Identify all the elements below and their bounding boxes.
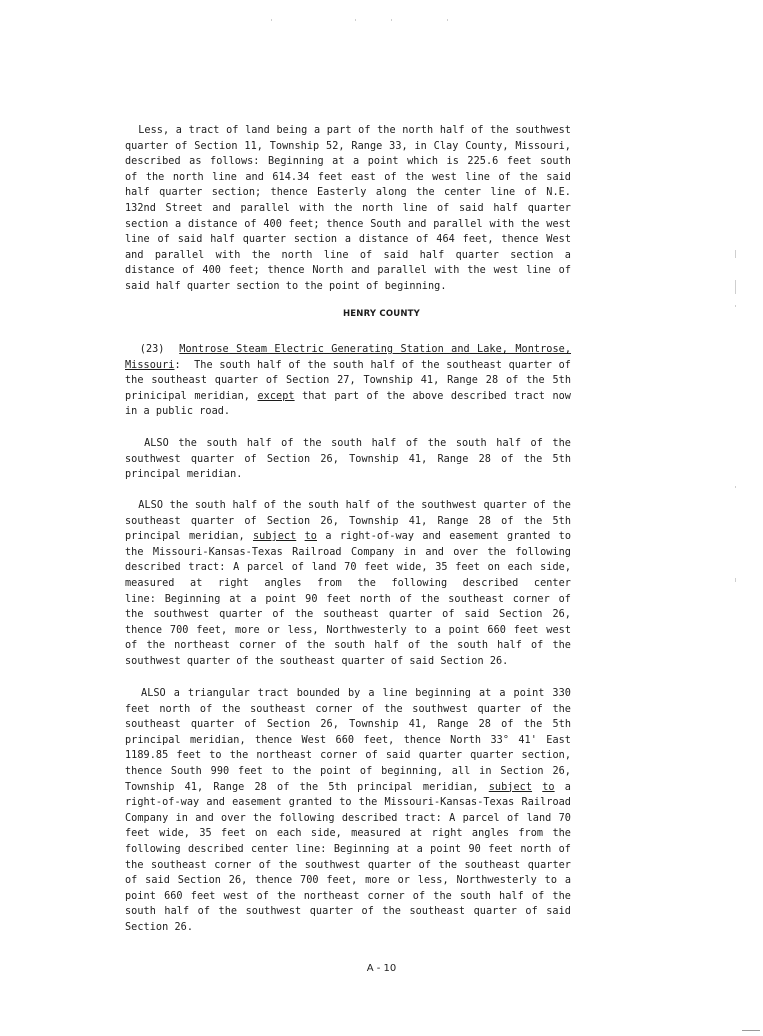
text-line: said half quarter section to the point of beginning. xyxy=(125,280,447,292)
text-line: southwest quarter of Section 26, Township 41, Range 28 of the 5th xyxy=(125,453,571,465)
text-line xyxy=(125,342,571,358)
text-line: Less, a tract of land being a part of the north half of the southwest xyxy=(125,125,571,136)
text-line: feet wide, 35 feet on each side, measured at right angles from the xyxy=(125,828,571,840)
text-line: right-of-way and easement granted to the Missouri-Kansas-Texas Railroad xyxy=(125,797,571,809)
text-line: ALSO the south half of the south half of the southwest quarter of the xyxy=(125,500,571,511)
paragraph-also-3 xyxy=(125,686,571,936)
scan-edge-mark xyxy=(742,1030,760,1031)
scan-speck xyxy=(735,486,736,488)
text-line: described as follows: Beginning at a point which is 225.6 feet south xyxy=(125,156,571,168)
scan-speck xyxy=(735,280,736,294)
text-line: of the northeast corner of the south half of the south half of the xyxy=(125,640,571,652)
text-line: point 660 feet west of the northeast corner of the south half of the xyxy=(125,890,571,902)
underlined-except: except xyxy=(257,390,295,402)
underlined-subject: subject xyxy=(488,781,533,793)
text-span xyxy=(532,782,542,793)
text-line: ALSO a triangular tract bounded by a line beginning at a point 330 xyxy=(125,688,571,699)
text-span: a xyxy=(554,781,571,793)
text-line: Section 26. xyxy=(125,921,194,933)
text-line xyxy=(125,358,571,374)
text-line: south half of the southwest quarter of the southeast quarter of said xyxy=(125,906,571,918)
text-line: 132nd Street and parallel with the north line of said half quarter xyxy=(125,202,571,214)
text-line: line of said half quarter section a distance of 464 feet, thence West xyxy=(125,234,571,246)
item-number: (23) xyxy=(125,344,180,355)
text-line: measured at right angles from the following described center xyxy=(125,577,571,589)
text-line: 1189.85 feet to the northeast corner of said quarter quarter section, xyxy=(125,750,571,762)
text-line: and parallel with the north line of said half quarter section a xyxy=(125,249,571,261)
paragraph-less-tract xyxy=(125,123,571,295)
item-title: Montrose Steam Electric Generating Station and Lake, Montrose, xyxy=(179,344,572,355)
text-line: principal meridian. xyxy=(125,469,243,481)
text-line: southwest quarter of the southeast quarter of said Section 26. xyxy=(125,655,509,667)
text-line: of said Section 26, thence 700 feet, more or less, Northwesterly to a xyxy=(125,875,571,887)
text-span: a right-of-way and easement granted to xyxy=(316,531,572,543)
text-line xyxy=(125,389,571,405)
scan-speck xyxy=(271,19,272,21)
text-line: of the north line and 614.34 feet east of the west line of the said xyxy=(125,171,571,183)
text-line xyxy=(125,780,571,796)
text-span: : The south half of the south half of the southeast quarter of xyxy=(174,359,571,371)
scan-speck xyxy=(735,250,736,258)
scan-speck xyxy=(391,19,392,21)
underlined-to: to xyxy=(304,531,317,543)
text-line: line: Beginning at a point 90 feet north of the southeast corner of xyxy=(125,593,571,605)
text-line: described tract: A parcel of land 70 feet wide, 35 feet on each side, xyxy=(125,562,571,574)
text-line: thence South 990 feet to the point of beginning, all in Section 26, xyxy=(125,765,571,777)
text-line: half quarter section; thence Easterly along the center line of N.E. xyxy=(125,187,571,199)
underlined-subject: subject xyxy=(252,531,297,543)
text-line: section a distance of 400 feet; thence South and parallel with the west xyxy=(125,218,571,230)
text-line: quarter of Section 11, Township 52, Range 33, in Clay County, Missouri, xyxy=(125,140,571,152)
text-line: the southwest quarter of the southeast quarter of said Section 26, xyxy=(125,609,571,621)
text-span: Township 41, Range 28 of the 5th principal meridian, xyxy=(125,781,489,793)
text-line: Company in and over the following described tract: A parcel of land 70 xyxy=(125,812,571,824)
text-span: that part of the above described tract now xyxy=(294,390,571,402)
item-title-cont: Missouri xyxy=(125,359,175,371)
county-heading: HENRY COUNTY xyxy=(342,309,421,319)
text-line: distance of 400 feet; thence North and parallel with the west line of xyxy=(125,265,571,277)
scan-speck xyxy=(355,19,356,21)
text-span xyxy=(296,531,304,542)
text-line xyxy=(125,529,571,545)
text-line: southeast quarter of Section 26, Township 41, Range 28 of the 5th xyxy=(125,719,571,731)
text-line: the southeast corner of the southwest quarter of the southeast quarter xyxy=(125,859,571,871)
text-line: following described center line: Beginning at a point 90 feet north of xyxy=(125,843,571,855)
paragraph-also-1 xyxy=(125,436,571,483)
scan-speck xyxy=(735,305,736,307)
paragraph-item-23 xyxy=(125,342,571,420)
text-span: principal meridian, xyxy=(125,531,253,543)
text-line: ALSO the south half of the south half of the south half of the xyxy=(125,438,571,449)
text-line: the southeast quarter of Section 27, Township 41, Range 28 of the 5th xyxy=(125,375,571,387)
scan-speck xyxy=(447,19,448,21)
underlined-to: to xyxy=(542,781,555,793)
scan-speck xyxy=(735,578,736,582)
text-line: southeast quarter of Section 26, Township 41, Range 28 of the 5th xyxy=(125,515,571,527)
text-span: prinicipal meridian, xyxy=(125,390,258,402)
text-line: thence 700 feet, more or less, Northwesterly to a point 660 feet west xyxy=(125,624,571,636)
text-line: in a public road. xyxy=(125,406,231,418)
text-line: the Missouri-Kansas-Texas Railroad Company in and over the following xyxy=(125,546,571,558)
paragraph-also-2 xyxy=(125,498,571,670)
text-line: feet north of the southeast corner of the southwest quarter of the xyxy=(125,703,571,715)
text-line: principal meridian, thence West 660 feet, thence North 33° 41' East xyxy=(125,734,571,746)
page-number: A - 10 xyxy=(366,963,397,974)
